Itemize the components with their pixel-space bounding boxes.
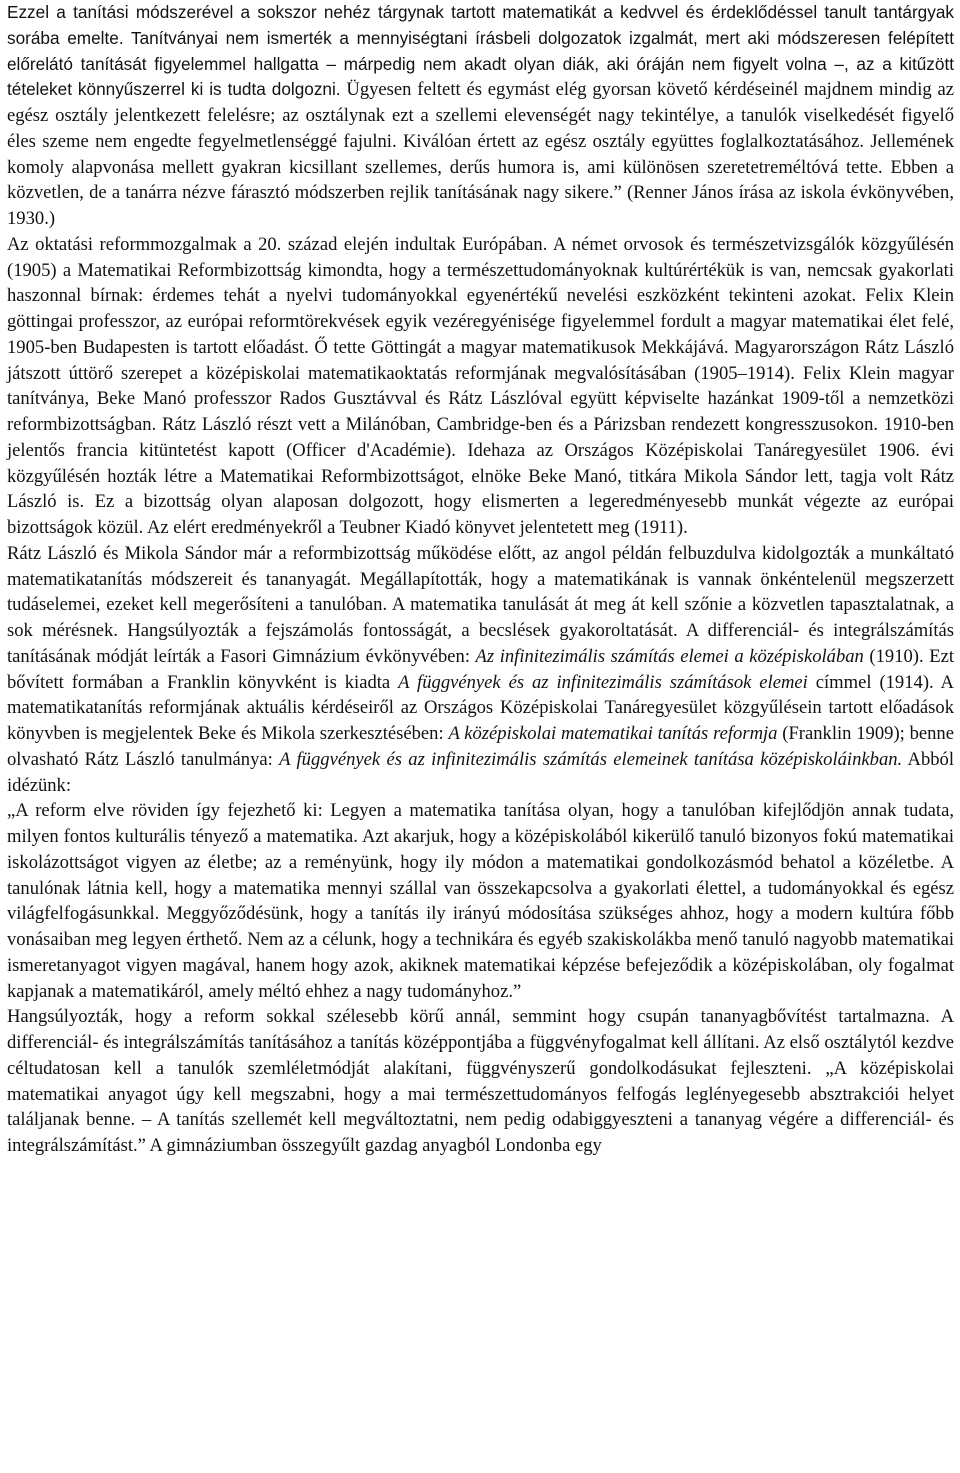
text-run: Abból idézünk:	[7, 748, 954, 796]
paragraph-3	[7, 541, 954, 799]
text-run: „A reform elve röviden így fejezhető ki: Legyen a matematika tanítása olyan, hogy a tanulóban kifejlődjön annak tudata, milyen fontos kulturális tényező a matematika. Azt akarjuk, hogy a középiskolából kikerülő tanuló bizonyos fokú matematikai iskolázottságot vigyen az életbe; az a reményünk, hogy ily módon a matematikai gondolkozásmód behatol a közéletbe. A tanulónak látnia kell, hogy a matematika mennyi szállal van összekapcsolva a gyakorlati élettel, a tudományokkal és egész világfelfogásunkkal. Meggyőződésünk, hogy a tanítás ily irányú módosítása szükséges ahhoz, hogy a modern kultúra főbb vonásaiban meg legyen érthető. Nem az a célunk, hogy a technikára és egyéb szakiskolákba menő tanuló nagyobb matematikai ismeretanyagot vigyen magával, hanem hogy azok, akiknek matematikai képzése befejeződik a középiskolában, oly fogalmat kapjanak a matematikáról, amely méltó ehhez a nagy tudományhoz.”	[7, 800, 954, 1002]
paragraph-4-quote	[7, 798, 954, 1004]
book-title: A függvények és az infinitezimális számítás elemeinek tanítása középiskoláinkban.	[279, 748, 903, 770]
text-run: (Franklin 1909); benne olvasható Rátz László tanulmánya:	[7, 723, 954, 770]
text-run: (1910). Ezt bővített formában a Franklin könyvként is kiadta	[7, 645, 954, 693]
text-run: címmel (1914). A matematikatanítás reformjának aktuális kérdéseiről az Országos Középiskolai Tanáregyesület közgyűlésein tartott előadások könyvben is megjelentek Beke és Mikola szerkesztésében:	[7, 671, 954, 744]
text-run: Rátz László és Mikola Sándor már a reformbizottság működése előtt, az angol példán felbuzdulva kidolgozták a munkáltató matematikatanítás módszereit és tananyagát. Megállapították, hogy a matematikának is vannak önkéntelenül megszerzett tudáselemei, ezeket kell megerősíteni a tanulóban. A matematika tanulását át meg át kell szőnie a közvetlen tapasztalatnak, a sok mérésnek. Hangsúlyozták a fejszámolás fontosságát, a becslések gyakoroltatását. A differenciál- és integrálszámítás tanításának módját leírták a Fasori Gimnázium évkönyvében:	[7, 542, 954, 667]
text-run: Az oktatási reformmozgalmak a 20. század elején indultak Európában. A német orvosok és természetvizsgálók közgyűlésén (1905) a Matematikai Reformbizottság kimondta, hogy a természettudományoknak kultúrértékük is van, nemcsak gyakorlati haszonnal bírnak: érdemes tehát a nyelvi tudományokkal egyenértékű nevelési eszközként tekinteni azokat. Felix Klein göttingai professzor, az európai reformtörekvések egyik vezéregyénisége figyelemmel fordult a magyar matematikai élet felé, 1905-ben Budapesten is tartott előadást. Ő tette Göttingát a magyar matematikusok Mekkájává. Magyarországon Rátz László játszott úttörő szerepet a középiskolai matematikaoktatás reformjának megvalósításában (1905–1914). Felix Klein magyar tanítványa, Beke Manó professzor Rados Gusztávval és Rátz Lászlóval együtt képviselte hazánkat 1909-től a nemzetközi reformbizottságban. Rátz László részt vett a Milánóban, Cambridge-ben és a Párizsban rendezett kongresszusokon. 1910-ben jelentős francia kitüntetést kapott (Officer d'Académie). Idehaza az Országos Középiskolai Tanáregyesület 1906. évi közgyűlésén hozták létre a Matematikai Reformbizottságot, elnöke Beke Manó, titkára Mikola Sándor lett, tagja volt Rátz László is. Ez a bizottság olyan alaposan dolgozott, hogy elismerten a legeredményesebb munkát végezte az európai bizottságok közül. Az elért eredményekről a Teubner Kiadó könyvet jelentetett meg (1911).	[7, 233, 954, 538]
book-title: A függvények és az infinitezimális számítások elemei	[398, 671, 808, 693]
text-run: Ügyesen feltett és egymást elég gyorsan követő kérdéseinél majdnem mindig az egész osztály jelentkezett felelésre; az osztálynak ezt a szellemi elevenségét nagy tekintélye, a tanulók viselkedését figyelő éles szeme nem engedte fegyelmetlenséggé fajulni. Kiválóan értett az egész osztály együttes foglalkoztatásához. Jellemének komoly alapvonása mellett gyakran kicsillant szellemes, derűs humora is, ami különösen szeretetreméltóvá tette. Ebben a közvetlen, de a tanárra nézve fárasztó módszerben rejlik tanításának nagy sikere.” (Renner János írása az iskola évkönyvében, 1930.)	[7, 79, 954, 229]
paragraph-5	[7, 1004, 954, 1159]
text-run: Hangsúlyozták, hogy a reform sokkal szélesebb körű annál, semmint hogy csupán tananyagbővítést tartalmazna. A differenciál- és integrálszámítás tanításához a tanítás középpontjába a függvényfogalmat kell állítani. Az első osztálytól kezdve céltudatosan kell a tanulók szemléletmódját alakítani, függvényszerű gondolkodásukat fejleszteni. „A középiskolai matematikai anyagot úgy kell megszabni, hogy a mai természettudományos felfogás leglényegesebb absztrakciói helyet találjanak benne. – A tanítás szellemét kell megváltoztatni, nem pedig odabiggyeszteni a tananyag végére a differenciál- és integrálszámítást.” A gimnáziumban összegyűlt gazdag anyagból Londonba egy	[7, 1006, 954, 1156]
book-title: Az infinitezimális számítás elemei a középiskolában	[475, 645, 864, 667]
paragraph-1	[7, 0, 954, 232]
text-run: Ezzel a tanítási módszerével a sokszor nehéz tárgynak tartott matematikát a kedvvel és érdeklődéssel tanult tantárgyak sorába emelte. Tanítványai nem ismerték a mennyiségtani írásbeli dolgozatok izgalmát, mert aki módszeresen felépített előrelátó tanítását figyelemmel hallgatta – márpedig nem akadt olyan diák, aki óráján nem figyelt volna –, az a kitűzött tételeket könnyűszerrel ki is tudta dolgozni.	[7, 2, 954, 100]
paragraph-2	[7, 232, 954, 541]
book-title: A középiskolai matematikai tanítás reformja	[448, 723, 778, 744]
